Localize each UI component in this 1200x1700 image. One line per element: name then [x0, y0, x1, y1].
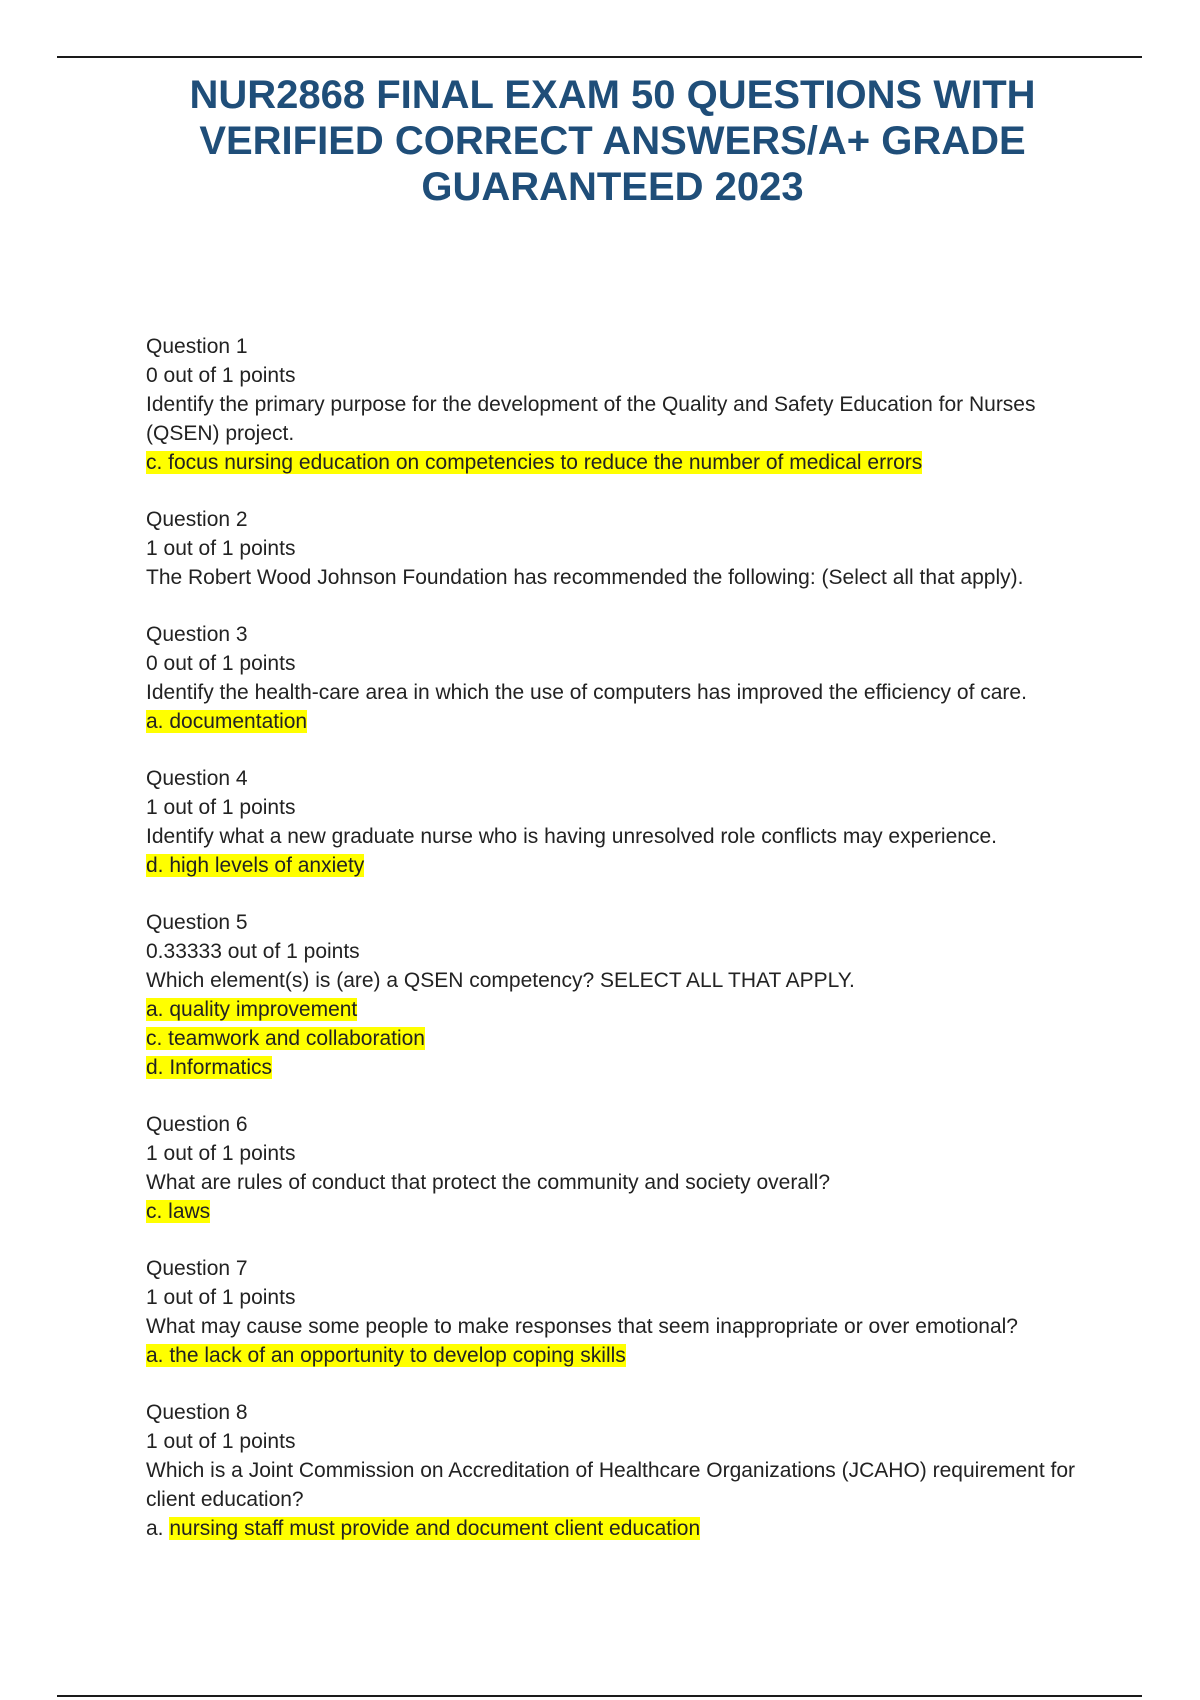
- question-points: 1 out of 1 points: [146, 1286, 296, 1309]
- bottom-rule: [57, 1695, 1142, 1697]
- answer-line: [146, 1341, 1096, 1370]
- question-points: 1 out of 1 points: [146, 1430, 296, 1453]
- question-label: Question 6: [146, 1113, 248, 1136]
- question-label: Question 2: [146, 508, 248, 531]
- question-text: Which is a Joint Commission on Accreditation of Healthcare Organizations (JCAHO) requirement for client education?: [146, 1459, 1076, 1511]
- question-points: 1 out of 1 points: [146, 1142, 296, 1165]
- question-3: [146, 620, 1096, 736]
- answer-line: [146, 1514, 1096, 1543]
- answer-line: [146, 707, 1096, 736]
- highlighted-answer: c. teamwork and collaboration: [146, 1027, 425, 1050]
- question-text: Identify what a new graduate nurse who is having unresolved role conflicts may experience.: [146, 825, 997, 848]
- top-rule: [57, 56, 1142, 58]
- question-label: Question 4: [146, 767, 248, 790]
- question-5: [146, 908, 1096, 1082]
- question-points: 1 out of 1 points: [146, 537, 296, 560]
- highlighted-answer: a. documentation: [146, 710, 308, 733]
- question-points: 0 out of 1 points: [146, 364, 296, 387]
- highlighted-answer: d. Informatics: [146, 1056, 273, 1079]
- answer-line: [146, 1024, 1096, 1053]
- question-label: Question 5: [146, 911, 248, 934]
- question-text: What may cause some people to make responses that seem inappropriate or over emotional?: [146, 1315, 1018, 1338]
- question-2: [146, 505, 1096, 592]
- question-text: What are rules of conduct that protect the community and society overall?: [146, 1171, 831, 1194]
- question-points: 0.33333 out of 1 points: [146, 940, 360, 963]
- question-1: [146, 332, 1096, 477]
- answer-line: [146, 1053, 1096, 1082]
- answer-line: [146, 851, 1096, 880]
- question-text: Which element(s) is (are) a QSEN competency? SELECT ALL THAT APPLY.: [146, 969, 855, 992]
- question-7: [146, 1254, 1096, 1370]
- answer-line: [146, 1197, 1096, 1226]
- question-points: 1 out of 1 points: [146, 796, 296, 819]
- question-label: Question 8: [146, 1401, 248, 1424]
- question-points: 0 out of 1 points: [146, 652, 296, 675]
- highlighted-answer: nursing staff must provide and document client education: [169, 1517, 701, 1540]
- question-label: Question 1: [146, 335, 248, 358]
- question-4: [146, 764, 1096, 880]
- question-list: [146, 332, 1096, 1571]
- question-label: Question 3: [146, 623, 248, 646]
- question-text: Identify the primary purpose for the development of the Quality and Safety Education for Nurses (QSEN) project.: [146, 393, 1036, 445]
- question-8: [146, 1398, 1096, 1543]
- highlighted-answer: a. quality improvement: [146, 998, 358, 1021]
- document-title: NUR2868 FINAL EXAM 50 QUESTIONS WITH VERIFIED CORRECT ANSWERS/A+ GRADE GUARANTEED 2023: [189, 73, 1036, 209]
- question-text: Identify the health-care area in which the use of computers has improved the efficiency of care.: [146, 681, 1027, 704]
- highlighted-answer: c. laws: [146, 1200, 211, 1223]
- question-text: The Robert Wood Johnson Foundation has recommended the following: (Select all that apply).: [146, 566, 1024, 589]
- highlighted-answer: c. focus nursing education on competencies to reduce the number of medical errors: [146, 451, 923, 474]
- answer-line: [146, 448, 1096, 477]
- question-label: Question 7: [146, 1257, 248, 1280]
- question-6: [146, 1110, 1096, 1226]
- answer-line: [146, 995, 1096, 1024]
- highlighted-answer: a. the lack of an opportunity to develop coping skills: [146, 1344, 626, 1367]
- highlighted-answer: d. high levels of anxiety: [146, 854, 365, 877]
- answer-prefix: a.: [146, 1517, 164, 1540]
